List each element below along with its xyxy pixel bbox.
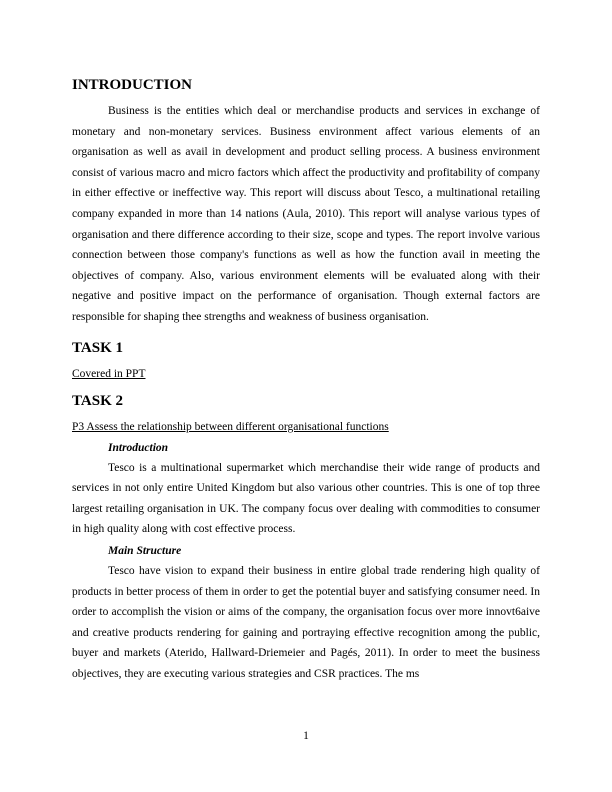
task1-heading: TASK 1 [72,339,123,356]
page-number: 1 [303,730,309,742]
task2-p3-link[interactable]: P3 Assess the relationship between different organisational functions [72,420,389,433]
introduction-paragraph: Business is the entities which deal or merchandise products and services in exchange of monetary and non-monetary services. Business environment affect various elements of an organisation as well as avail in development and product selling process. A business environment consist of various macro and micro factors which affect the productivity and profitability of company in either effective or ineffective way. This report will discuss about Tesco, a multinational retailing company expanded in more than 14 nations (Aula, 2010). This report will analyse various types of organisation and there difference according to their size, scope and types. The report involve various connection between those company's functions as well as how the function avail in meeting the objectives of company. Also, various environment elements will be evaluated along with their negative and positive impact on the performance of organisation. Though external factors are responsible for shaping thee strengths and weakness of business organisation. [72,105,540,323]
task2-heading: TASK 2 [72,392,123,409]
document-page [72,74,540,684]
main-structure-subheading: Main Structure [108,544,182,557]
task1-link[interactable]: Covered in PPT [72,367,146,380]
main-structure-paragraph: Tesco have vision to expand their business in entire global trade rendering high quality of products in better process of them in order to get the potential buyer and satisfying consumer need. In order to accomplish the vision or aims of the company, the organisation focus over more innovt6aive and creative products rendering for gaining and portraying effective recognition among the public, buyer and markets (Aterido, Hallward-Driemeier and Pagés, 2011). In order to meet the business objectives, they are executing various strategies and CSR practices. The ms [72,564,540,680]
introduction-heading: INTRODUCTION [72,77,193,93]
task2-introduction-subheading: Introduction [108,441,169,454]
task2-introduction-paragraph: Tesco is a multinational supermarket which merchandise their wide range of products and services in not only entire United Kingdom but also various other countries. This is one of top three largest retailing organisation in UK. The company focus over dealing with commodities to consumer in high quality along with cost effective process. [72,461,540,536]
